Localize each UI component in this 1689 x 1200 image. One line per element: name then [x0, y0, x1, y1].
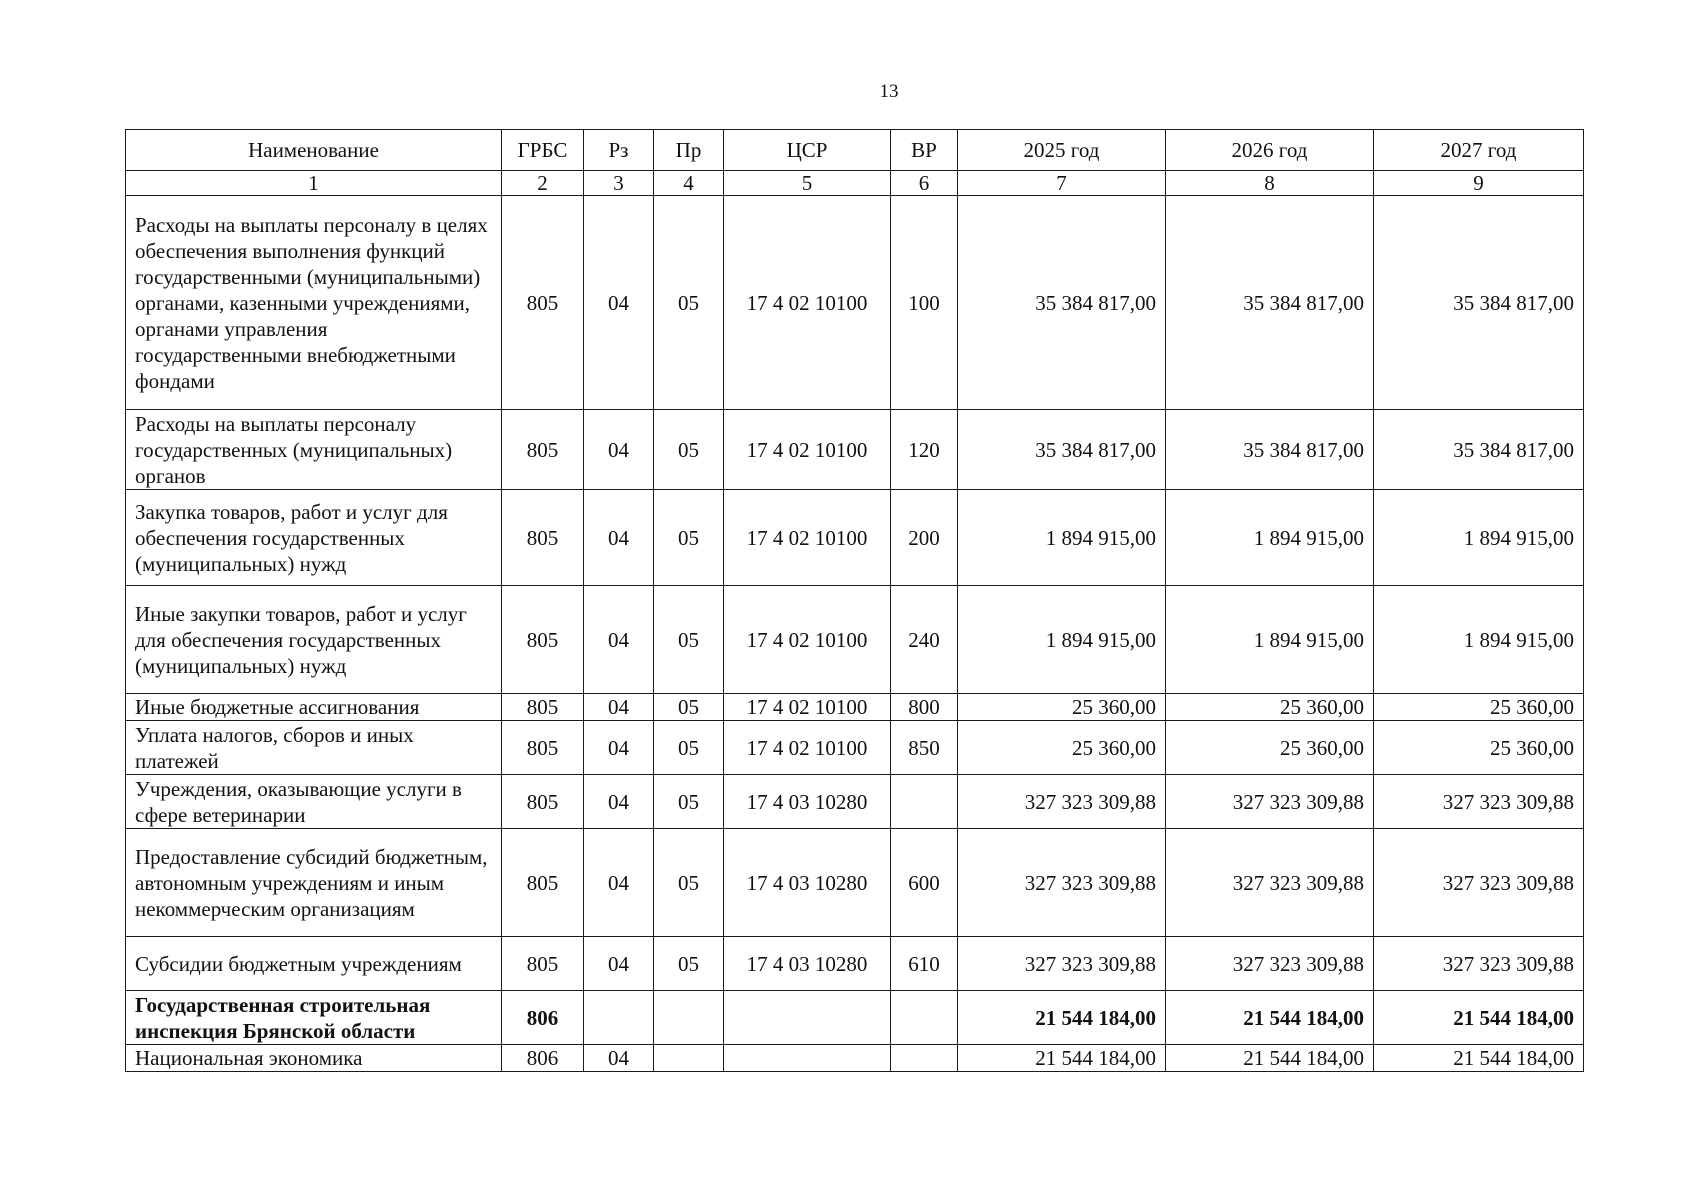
cell-2026: 327 323 309,88: [1166, 775, 1374, 829]
cell-grbs: 805: [502, 937, 584, 991]
cell-vr: 200: [891, 490, 958, 586]
cell-grbs: 805: [502, 694, 584, 721]
cell-pr: [654, 991, 724, 1045]
cell-rz: 04: [584, 937, 654, 991]
header-2026: 2026 год: [1166, 130, 1374, 171]
cell-2027: 35 384 817,00: [1374, 410, 1584, 490]
table-row: [126, 694, 1584, 721]
cell-vr: [891, 991, 958, 1045]
column-index: 4: [654, 171, 724, 196]
cell-2025: 35 384 817,00: [958, 410, 1166, 490]
cell-grbs: 805: [502, 586, 584, 694]
cell-rz: [584, 991, 654, 1045]
cell-grbs: 806: [502, 1045, 584, 1072]
cell-rz: 04: [584, 586, 654, 694]
cell-vr: [891, 775, 958, 829]
cell-csr: 17 4 03 10280: [724, 829, 891, 937]
header-rz: Рз: [584, 130, 654, 171]
cell-2027: 25 360,00: [1374, 694, 1584, 721]
cell-grbs: 805: [502, 829, 584, 937]
header-csr: ЦСР: [724, 130, 891, 171]
cell-2025: 1 894 915,00: [958, 586, 1166, 694]
cell-2026: 35 384 817,00: [1166, 196, 1374, 410]
cell-grbs: 805: [502, 410, 584, 490]
cell-name: Субсидии бюджетным учреждениям: [126, 937, 502, 991]
cell-pr: 05: [654, 586, 724, 694]
cell-name: Закупка товаров, работ и услуг для обеспечения государственных (муниципальных) нужд: [126, 490, 502, 586]
table-header-row: [126, 130, 1584, 171]
cell-pr: [654, 1045, 724, 1072]
cell-2027: 1 894 915,00: [1374, 490, 1584, 586]
cell-pr: 05: [654, 694, 724, 721]
cell-csr: 17 4 03 10280: [724, 775, 891, 829]
cell-2027: 21 544 184,00: [1374, 1045, 1584, 1072]
table-row: [126, 829, 1584, 937]
table-row: [126, 721, 1584, 775]
cell-pr: 05: [654, 721, 724, 775]
cell-csr: 17 4 02 10100: [724, 196, 891, 410]
cell-2027: 327 323 309,88: [1374, 829, 1584, 937]
cell-csr: 17 4 03 10280: [724, 937, 891, 991]
cell-2027: 1 894 915,00: [1374, 586, 1584, 694]
cell-pr: 05: [654, 410, 724, 490]
cell-name: Национальная экономика: [126, 1045, 502, 1072]
column-index: 7: [958, 171, 1166, 196]
cell-2026: 1 894 915,00: [1166, 586, 1374, 694]
cell-pr: 05: [654, 829, 724, 937]
cell-vr: 120: [891, 410, 958, 490]
cell-vr: 800: [891, 694, 958, 721]
column-index: 3: [584, 171, 654, 196]
cell-csr: 17 4 02 10100: [724, 490, 891, 586]
cell-name: Уплата налогов, сборов и иных платежей: [126, 721, 502, 775]
cell-vr: 240: [891, 586, 958, 694]
cell-name: Учреждения, оказывающие услуги в сфере ветеринарии: [126, 775, 502, 829]
cell-2025: 25 360,00: [958, 721, 1166, 775]
cell-2025: 25 360,00: [958, 694, 1166, 721]
cell-2026: 327 323 309,88: [1166, 829, 1374, 937]
column-index: 1: [126, 171, 502, 196]
table-row: [126, 410, 1584, 490]
cell-2025: 327 323 309,88: [958, 829, 1166, 937]
cell-2025: 327 323 309,88: [958, 775, 1166, 829]
cell-pr: 05: [654, 937, 724, 991]
table-row: [126, 991, 1584, 1045]
cell-2027: 21 544 184,00: [1374, 991, 1584, 1045]
table-row: [126, 937, 1584, 991]
cell-name: Государственная строительная инспекция Брянской области: [126, 991, 502, 1045]
cell-rz: 04: [584, 1045, 654, 1072]
cell-2027: 25 360,00: [1374, 721, 1584, 775]
cell-csr: [724, 991, 891, 1045]
cell-rz: 04: [584, 490, 654, 586]
cell-2026: 21 544 184,00: [1166, 991, 1374, 1045]
column-index-row: [126, 171, 1584, 196]
cell-name: Расходы на выплаты персоналу в целях обеспечения выполнения функций государственными (муниципальными) органами, казенными учреждениями, органами управления государственными внебюджетными фондами: [126, 196, 502, 410]
cell-2027: 327 323 309,88: [1374, 775, 1584, 829]
cell-rz: 04: [584, 721, 654, 775]
cell-2027: 327 323 309,88: [1374, 937, 1584, 991]
cell-2027: 35 384 817,00: [1374, 196, 1584, 410]
table-row: [126, 196, 1584, 410]
page-number: 13: [879, 81, 899, 102]
cell-name: Расходы на выплаты персоналу государственных (муниципальных) органов: [126, 410, 502, 490]
header-name: Наименование: [126, 130, 502, 171]
cell-name: Предоставление субсидий бюджетным, автономным учреждениям и иным некоммерческим организациям: [126, 829, 502, 937]
cell-rz: 04: [584, 775, 654, 829]
cell-vr: 610: [891, 937, 958, 991]
cell-2025: 21 544 184,00: [958, 1045, 1166, 1072]
cell-2026: 21 544 184,00: [1166, 1045, 1374, 1072]
cell-grbs: 805: [502, 775, 584, 829]
cell-grbs: 805: [502, 721, 584, 775]
cell-2026: 25 360,00: [1166, 721, 1374, 775]
cell-2025: 35 384 817,00: [958, 196, 1166, 410]
cell-rz: 04: [584, 196, 654, 410]
column-index: 8: [1166, 171, 1374, 196]
cell-rz: 04: [584, 829, 654, 937]
cell-2025: 327 323 309,88: [958, 937, 1166, 991]
cell-grbs: 806: [502, 991, 584, 1045]
cell-2025: 1 894 915,00: [958, 490, 1166, 586]
header-2025: 2025 год: [958, 130, 1166, 171]
cell-pr: 05: [654, 196, 724, 410]
column-index: 2: [502, 171, 584, 196]
cell-csr: 17 4 02 10100: [724, 410, 891, 490]
cell-2026: 25 360,00: [1166, 694, 1374, 721]
header-2027: 2027 год: [1374, 130, 1584, 171]
budget-table: [125, 129, 1584, 1072]
table-body: [126, 196, 1584, 1072]
cell-grbs: 805: [502, 490, 584, 586]
table-row: [126, 490, 1584, 586]
column-index: 9: [1374, 171, 1584, 196]
cell-csr: 17 4 02 10100: [724, 721, 891, 775]
header-pr: Пр: [654, 130, 724, 171]
cell-2026: 35 384 817,00: [1166, 410, 1374, 490]
cell-vr: 850: [891, 721, 958, 775]
table-row: [126, 586, 1584, 694]
cell-csr: [724, 1045, 891, 1072]
cell-csr: 17 4 02 10100: [724, 586, 891, 694]
cell-name: Иные закупки товаров, работ и услуг для обеспечения государственных (муниципальных) нужд: [126, 586, 502, 694]
cell-pr: 05: [654, 775, 724, 829]
cell-vr: [891, 1045, 958, 1072]
cell-2026: 327 323 309,88: [1166, 937, 1374, 991]
cell-vr: 600: [891, 829, 958, 937]
cell-rz: 04: [584, 694, 654, 721]
header-grbs: ГРБС: [502, 130, 584, 171]
cell-csr: 17 4 02 10100: [724, 694, 891, 721]
cell-2026: 1 894 915,00: [1166, 490, 1374, 586]
cell-name: Иные бюджетные ассигнования: [126, 694, 502, 721]
cell-pr: 05: [654, 490, 724, 586]
column-index: 6: [891, 171, 958, 196]
table-row: [126, 1045, 1584, 1072]
cell-vr: 100: [891, 196, 958, 410]
column-index: 5: [724, 171, 891, 196]
cell-rz: 04: [584, 410, 654, 490]
cell-2025: 21 544 184,00: [958, 991, 1166, 1045]
table-row: [126, 775, 1584, 829]
header-vr: ВР: [891, 130, 958, 171]
cell-grbs: 805: [502, 196, 584, 410]
